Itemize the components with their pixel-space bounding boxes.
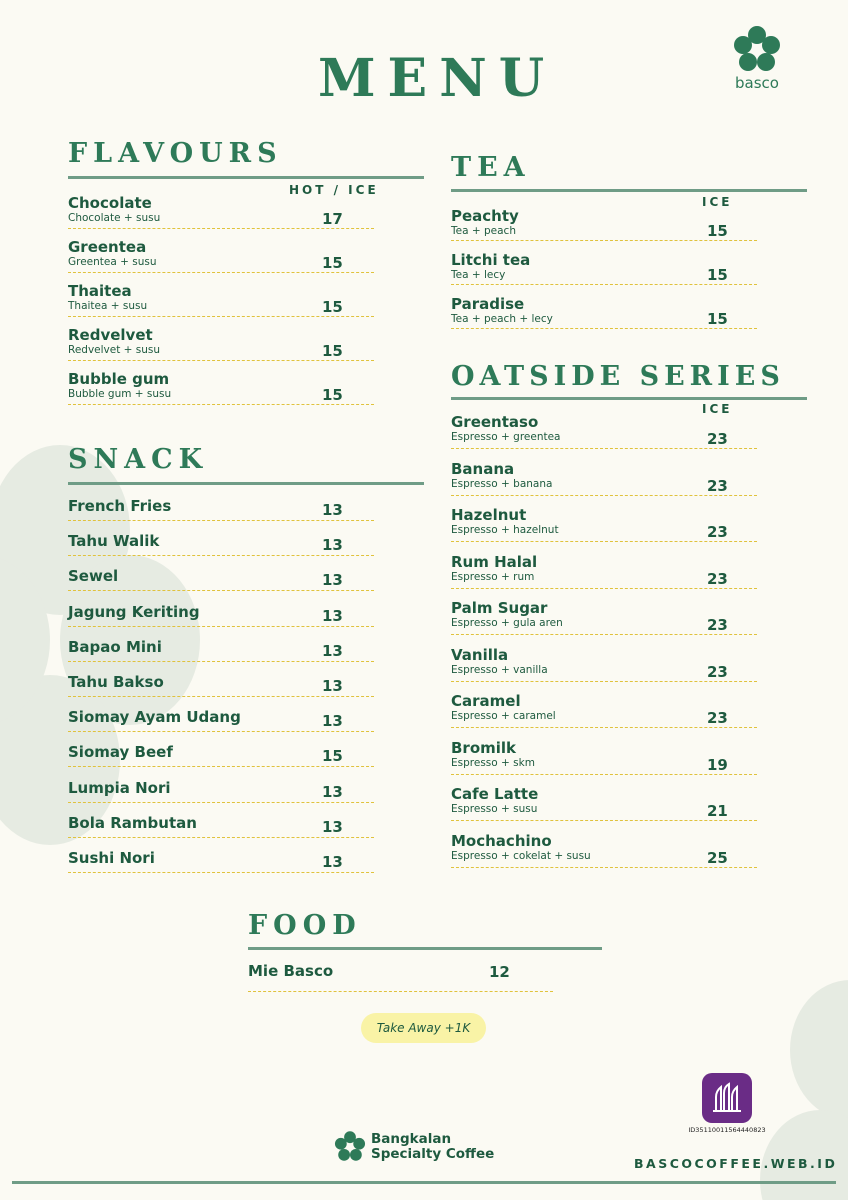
tea-item-divider	[451, 328, 757, 329]
halal-cert-id: ID35110011564440823	[688, 1126, 766, 1134]
snack-item-divider	[68, 626, 374, 627]
oatside-item-name: Mochachino	[451, 831, 552, 850]
food-title: FOOD	[248, 910, 362, 941]
snack-item-price: 13	[322, 853, 343, 871]
tea-item-price: 15	[707, 310, 728, 328]
snack-item-divider	[68, 661, 374, 662]
footer-rule	[12, 1181, 836, 1184]
oatside-item-desc: Espresso + caramel	[451, 710, 556, 722]
flavours-item-name: Thaitea	[68, 282, 132, 300]
flower-logo-icon	[333, 1130, 367, 1164]
oatside-item-price: 23	[707, 523, 728, 541]
flavours-item-name: Bubble gum	[68, 370, 170, 388]
snack-item-divider	[68, 590, 374, 591]
tea-title: TEA	[451, 152, 531, 183]
snack-item-divider	[68, 766, 374, 767]
tea-item-divider	[451, 240, 757, 241]
flavours-item-desc: Thaitea + susu	[68, 300, 148, 312]
flavours-item-name: Redvelvet	[68, 326, 153, 344]
snack-item-price: 13	[322, 536, 343, 555]
oatside-item-name: Cafe Latte	[451, 785, 539, 803]
oatside-item-desc: Espresso + gula aren	[451, 617, 563, 629]
tea-item-desc: Tea + peach + lecy	[451, 313, 553, 325]
snack-item-name: Tahu Bakso	[68, 673, 164, 691]
tea-item-desc: Tea + peach	[451, 225, 516, 237]
tea-rule	[451, 189, 807, 192]
tagline-line-2: Specialty Coffee	[371, 1146, 495, 1162]
snack-item-price: 13	[322, 712, 343, 731]
snack-item-divider	[68, 802, 374, 803]
food-rule	[248, 947, 602, 950]
snack-item-name: Sushi Nori	[68, 849, 155, 867]
tea-item-name: Peachty	[451, 207, 519, 225]
snack-item-name: Tahu Walik	[68, 532, 160, 551]
oatside-item-desc: Espresso + banana	[451, 477, 553, 490]
snack-item-divider	[68, 696, 374, 697]
snack-item-name: Jagung Keriting	[68, 602, 200, 621]
brand-logo	[724, 24, 790, 92]
flavours-item	[68, 370, 374, 414]
snack-rule	[68, 482, 424, 485]
flavours-item-divider	[68, 404, 374, 405]
food-item-divider	[248, 991, 553, 992]
oatside-item	[451, 785, 757, 832]
oatside-item-desc: Espresso + susu	[451, 803, 538, 815]
oatside-item-name: Rum Halal	[451, 552, 538, 571]
snack-item-name: Bapao Mini	[68, 637, 162, 656]
halal-badge	[684, 1073, 770, 1134]
oatside-item-price: 23	[707, 476, 728, 495]
snack-title: SNACK	[68, 444, 209, 475]
snack-item-name: Lumpia Nori	[68, 778, 171, 797]
oatside-column-header: ICE	[702, 402, 733, 416]
snack-item	[68, 708, 374, 743]
tea-item	[451, 251, 757, 295]
flavours-item	[68, 326, 374, 370]
oatside-item-name: Caramel	[451, 692, 521, 710]
flavours-item-price: 15	[322, 342, 343, 360]
halal-logo-icon	[702, 1073, 752, 1123]
brand-logo-text: basco	[735, 74, 779, 92]
snack-item-name: Bola Rambutan	[68, 813, 197, 832]
oatside-item-desc: Espresso + rum	[451, 570, 535, 583]
oatside-item-price: 23	[707, 569, 728, 588]
food-item	[248, 962, 553, 996]
flavours-item-desc: Chocolate + susu	[68, 212, 161, 224]
snack-item	[68, 567, 374, 602]
oatside-item-divider	[451, 495, 757, 496]
oatside-item	[451, 599, 757, 646]
oatside-item-divider	[451, 727, 757, 728]
flavours-item-divider	[68, 360, 374, 361]
oatside-item-price: 23	[707, 430, 728, 448]
flavours-item-desc: Bubble gum + susu	[68, 388, 172, 400]
snack-item	[68, 638, 374, 673]
tagline-line-1: Bangkalan	[371, 1131, 452, 1147]
flavours-item-name: Chocolate	[68, 194, 152, 212]
flavours-column-header: HOT / ICE	[289, 183, 379, 197]
oatside-item	[451, 506, 757, 553]
snack-item	[68, 532, 374, 567]
flavours-item-name: Greentea	[68, 238, 147, 256]
oatside-item-name: Bromilk	[451, 738, 517, 757]
oatside-item-divider	[451, 541, 757, 542]
oatside-item-price: 19	[707, 755, 728, 774]
snack-item-divider	[68, 837, 374, 838]
oatside-item-divider	[451, 820, 757, 821]
snack-item	[68, 673, 374, 708]
oatside-item-divider	[451, 634, 757, 635]
snack-item-price: 13	[322, 677, 343, 695]
tea-item-name: Paradise	[451, 295, 525, 313]
oatside-title: OATSIDE SERIES	[451, 361, 785, 392]
flavours-item-desc: Greentea + susu	[68, 256, 157, 268]
oatside-rule	[451, 397, 807, 400]
flower-logo-icon	[731, 24, 783, 76]
tea-item	[451, 207, 757, 251]
oatside-item-desc: Espresso + greentea	[451, 431, 561, 443]
flavours-item-price: 15	[322, 254, 343, 272]
flavours-item-price: 15	[322, 386, 343, 404]
tea-item	[451, 295, 757, 339]
oatside-item-divider	[451, 448, 757, 449]
oatside-item	[451, 460, 757, 507]
snack-item	[68, 849, 374, 884]
oatside-item-divider	[451, 774, 757, 775]
oatside-item-desc: Espresso + cokelat + susu	[451, 849, 591, 862]
oatside-item-name: Vanilla	[451, 645, 509, 664]
flavours-item	[68, 194, 374, 238]
snack-item-price: 13	[322, 606, 343, 625]
flavours-item-divider	[68, 272, 374, 273]
snack-item-name: French Fries	[68, 497, 172, 515]
oatside-item-name: Banana	[451, 459, 515, 478]
food-item-name: Mie Basco	[248, 962, 334, 980]
tea-item-price: 15	[707, 222, 728, 240]
tea-item-divider	[451, 284, 757, 285]
oatside-item-divider	[451, 681, 757, 682]
oatside-item-name: Palm Sugar	[451, 599, 548, 617]
snack-item	[68, 743, 374, 778]
oatside-item-price: 25	[707, 848, 728, 867]
page-title: MENU	[318, 48, 557, 109]
snack-item-divider	[68, 872, 374, 873]
snack-item	[68, 814, 374, 849]
flavours-rule	[68, 176, 424, 179]
tea-item-price: 15	[707, 266, 728, 284]
footer-tagline	[333, 1130, 494, 1164]
oatside-item-price: 23	[707, 709, 728, 727]
snack-item-price: 13	[322, 571, 343, 590]
flavours-title: FLAVOURS	[68, 138, 283, 169]
flavours-item	[68, 282, 374, 326]
oatside-item-price: 23	[707, 662, 728, 681]
oatside-item-desc: Espresso + hazelnut	[451, 524, 559, 536]
oatside-item-price: 23	[707, 616, 728, 634]
oatside-item	[451, 553, 757, 600]
snack-item-price: 13	[322, 782, 343, 801]
flavours-item	[68, 238, 374, 282]
oatside-item-desc: Espresso + vanilla	[451, 663, 548, 676]
snack-item-price: 13	[322, 817, 343, 836]
oatside-item-price: 21	[707, 802, 728, 820]
oatside-item-divider	[451, 588, 757, 589]
oatside-item	[451, 646, 757, 693]
food-item-price: 12	[489, 963, 510, 981]
website-link[interactable]: BASCOCOFFEE.WEB.ID	[634, 1156, 838, 1171]
oatside-item	[451, 832, 757, 879]
snack-item-price: 15	[322, 747, 343, 766]
oatside-item-divider	[451, 867, 757, 868]
snack-item-price: 13	[322, 501, 343, 519]
snack-item	[68, 779, 374, 814]
snack-item-name: Siomay Ayam Udang	[68, 708, 241, 727]
oatside-item	[451, 413, 757, 460]
oatside-item-name: Greentaso	[451, 413, 539, 431]
snack-item-divider	[68, 731, 374, 732]
tea-item-desc: Tea + lecy	[451, 269, 506, 281]
take-away-badge: Take Away +1K	[361, 1013, 486, 1043]
snack-item-divider	[68, 555, 374, 556]
flavours-item-divider	[68, 316, 374, 317]
tea-column-header: ICE	[702, 195, 733, 209]
flavours-item-desc: Redvelvet + susu	[68, 344, 161, 356]
flavours-item-price: 17	[322, 210, 343, 228]
tea-item-name: Litchi tea	[451, 251, 531, 269]
snack-item-name: Siomay Beef	[68, 743, 173, 762]
snack-item-divider	[68, 520, 374, 521]
flavours-item-price: 15	[322, 298, 343, 316]
oatside-item	[451, 692, 757, 739]
flavours-item-divider	[68, 228, 374, 229]
snack-item-name: Sewel	[68, 567, 119, 586]
snack-item-price: 13	[322, 641, 343, 660]
oatside-item	[451, 739, 757, 786]
snack-item	[68, 603, 374, 638]
oatside-item-desc: Espresso + skm	[451, 756, 535, 769]
oatside-item-name: Hazelnut	[451, 506, 527, 524]
snack-item	[68, 497, 374, 532]
